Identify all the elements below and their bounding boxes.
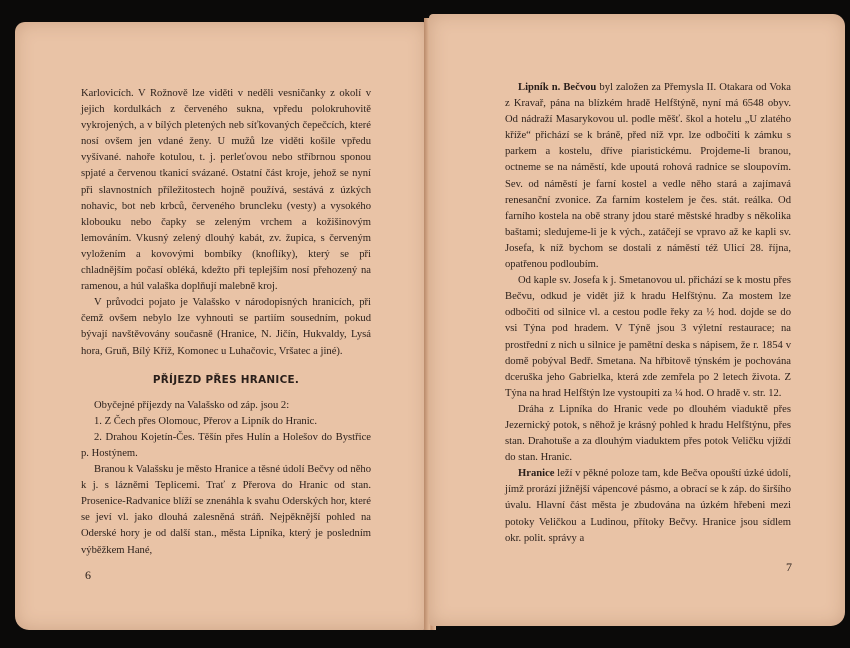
right-page — [429, 14, 845, 626]
left-page-text — [81, 86, 371, 559]
paragraph-text: byl založen za Přemysla II. Otakara od Voka z Kravař, pána na blízkém hradě Helfštýně, nyní má 6548 obyv. Od nádraží Masarykovou ul. podle měšť. škol a hotelu „U zlatého kříže“ přichází se k bráně, před níž vpr. lze odbočiti k zámku s parkem a kostelu, dříve piaristickému. Projdeme-li branou, octneme se na náměstí, kde upoutá rohová radnice se sloupovím. Sev. od náměstí je farní kostel a vedle něho stará a zajímavá renesanční zvonice. Za farním kostelem je čes. stát. reálka. Od farního kostela na obě strany jdou staré městské hradby s několika baštami; sledujeme-li je k vých., zatáčejí se vpravo až ke kapli sv. Josefa, k níž bychom se dostali z náměstí též Ulicí 28. října, opatřenou podloubím. — [505, 82, 791, 271]
paragraph: V průvodci pojato je Valašsko v národopisných hranicích, při čemž ovšem nebylo lze vyhnouti se partiím sousedním, pokud bývají navštěvovány současně (Hranice, N. Jičín, Hukvaldy, Lysá hora, Gruň, Bílý Kříž, Komonec u Luhačovic, Vršatec a jiné). — [81, 297, 371, 357]
right-page-text — [505, 80, 791, 547]
page-number: 7 — [786, 560, 792, 574]
paragraph-text: leží v pěkné poloze tam, kde Bečva opouští úzké údolí, jímž prorází jižnější vápencové pásmo, a obrací se k záp. do širšího úvalu. Hlavní část města je zbudována na úzkém hřebeni mezi potoky Veličkou a Ludinou, přítoky Bečvy. Hranice jsou sídlem okr. polit. správy a — [505, 468, 792, 544]
paragraph: Karlovicích. V Rožnově lze viděti v neděli vesničanky z okolí v jejich kordulkách z červeného sukna, vpředu polokruhovitě vykrojených, a v bílých pletených neb síťkovaných čepečcích, které nosí ovšem jen vdané ženy. U mužů lze viděti košile vpředu vyšívané. nahoře kotulou, t. j. perleťovou nebo stříbrnou sponou spjaté a červenou tkanicí svázané. Ostatní část kroje, jehož se nyní při slavnostních příležitostech hojně používá, sestává z úzkých nohavic, bot neb krbců, červeného bruncleku (vesty) a vysokého klobouku nebo čapky se zeleným vrchem a kožišinovým lemováním. Vkusný zelený dlouhý kabát, zv. župica, s červeným vyložením a kovovými bombíky (knoflíky), který se při chladnějším počasí obléká, kdežto při teplejším nosí přehozený na ramenou, a húl valaška doplňují malebně kroj. — [81, 88, 371, 293]
paragraph: Od kaple sv. Josefa k j. Smetanovou ul. přichází se k mostu přes Bečvu, odkud je vidět již k hradu Helfštýnu. Za mostem lze odbočiti od silnice vl. a cestou podle řeky za ½ hod. dojde se do vsi Týna pod hradem. V Týně jsou 3 výletní restaurace; na prostřední z nich u silnice je pamětní deska s nápisem, že r. 1854 v domě pobýval Bedř. Smetana. Na hřbitově týnském je pochována dceruška jeho Gabrielka, která zde zemřela po 2 letech života. Z Týna na hrad Helfštýn lze vystoupiti za ¼ hod. O hradě v. str. 12. — [505, 275, 791, 399]
paragraph: 2. Drahou Kojetín-Čes. Těšín přes Hulín a Holešov do Bystřice p. Hostýnem. — [81, 431, 371, 459]
paragraph: Obyčejné příjezdy na Valašsko od záp. jsou 2: — [94, 399, 290, 411]
section-heading: PŘÍJEZD PŘES HRANICE. — [152, 373, 300, 386]
paragraph — [505, 466, 791, 546]
place-name: Lipník n. Bečvou — [518, 82, 597, 93]
place-name: Hranice — [518, 468, 555, 480]
paragraph — [505, 80, 791, 273]
page-number: 6 — [85, 568, 91, 582]
paragraph: Branou k Valašsku je město Hranice a těsné údolí Bečvy od něho k j. s lázněmi Teplicemi. Trať z Přerova do Hranic od stan. Prosenice-Radvanice blíží se znenáhla k svahu Oderských hor, které se jeví vl. jako dlouhá zalesněná stráň. Nejpěknější pohled na Oderské hory je od další stan., města Lipníka, který je posledním výběžkem Hané, — [81, 464, 371, 556]
paragraph: 1. Z Čech přes Olomouc, Přerov a Lipník do Hranic. — [94, 415, 318, 427]
left-page — [15, 22, 427, 630]
paragraph: Dráha z Lipníka do Hranic vede po dlouhém viaduktě přes Jezernický potok, s něhož je krásný pohled k hradu Helfštýnu, přes stan. Drahotuše a za dlouhým viaduktem přes potok Veličku vjíždí do stan. Hranic. — [505, 403, 791, 464]
